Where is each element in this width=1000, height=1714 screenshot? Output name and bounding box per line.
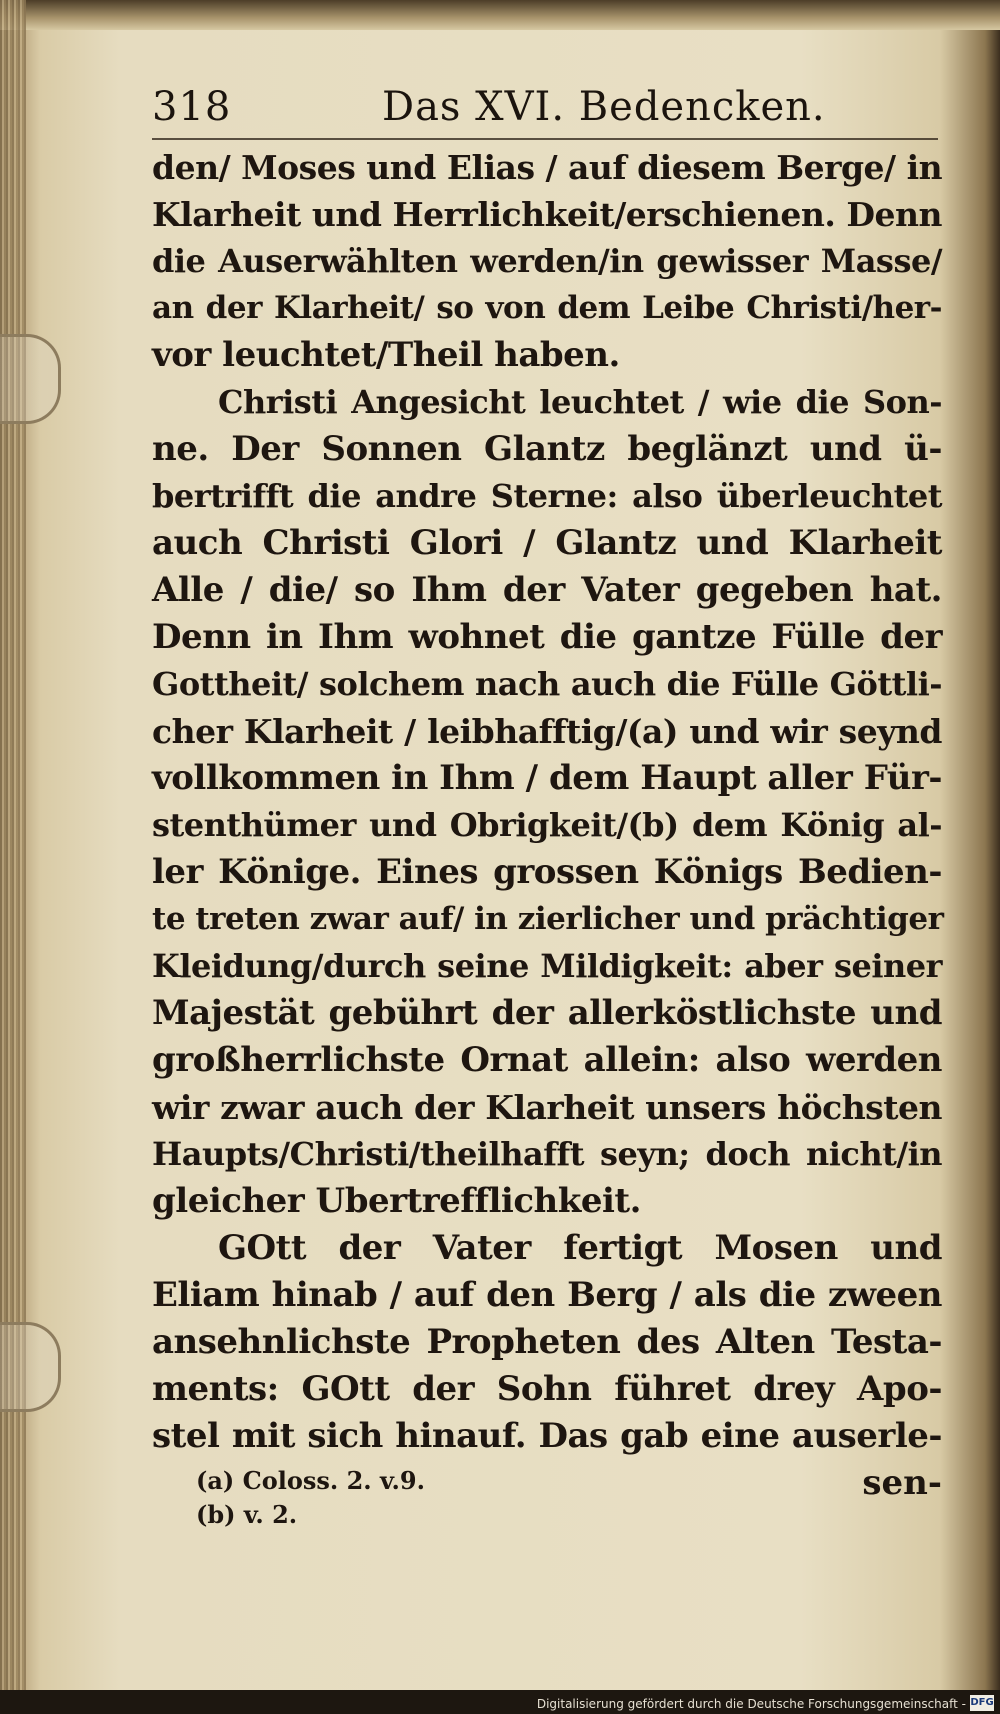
text-line: Majestät gebührt der allerköstlichste und (152, 993, 942, 1033)
text-line: Kleidung/durch seine Mildigkeit: aber seiner (152, 947, 942, 985)
digitization-credit: Digitalisierung gefördert durch die Deutsche Forschungsgemeinschaft - (536, 1697, 966, 1711)
text-line: ments: GOtt der Sohn führet drey Apo- (152, 1369, 942, 1409)
text-line: Haupts/Christi/theilhafft seyn; doch nicht/in (152, 1135, 942, 1173)
text-line: den/ Moses und Elias / auf diesem Berge/ in (152, 148, 943, 187)
body-text (152, 144, 942, 1507)
book-page-edges (0, 0, 26, 1690)
text-line: Eliam hinab / auf den Berg / als die zween (152, 1275, 942, 1315)
footnote: (b) v. 2. (196, 1500, 298, 1529)
header-rule (152, 138, 938, 140)
text-line: Klarheit und Herrlichkeit/erschienen. Denn (152, 195, 942, 234)
dfg-logo: DFG (970, 1695, 994, 1711)
text-line: cher Klarheit / leibhafftig/(a) und wir seynd (152, 712, 942, 751)
text-line: GOtt der Vater fertigt Mosen und (218, 1228, 942, 1268)
text-line: ler Könige. Eines grossen Königs Bedien- (152, 852, 942, 892)
text-line: die Auserwählten werden/in gewisser Masse/ (152, 242, 942, 280)
book-clasp-upper (0, 334, 61, 424)
text-line: Alle / die/ so Ihm der Vater gegeben hat. (152, 570, 942, 610)
footnote: (a) Coloss. 2. v.9. (196, 1466, 425, 1495)
text-line: gleicher Ubertrefflichkeit. (152, 1181, 641, 1221)
catchword: sen- (862, 1463, 942, 1503)
text-line: großherrlichste Ornat allein: also werden (152, 1040, 942, 1080)
text-line: vor leuchtet/Theil haben. (152, 335, 620, 375)
text-line: bertrifft die andre Sterne: also überleuchtet (152, 477, 942, 515)
book-clasp-lower (0, 1322, 61, 1412)
text-line: stel mit sich hinauf. Das gab eine auserle- (152, 1416, 942, 1456)
text-line: Christi Angesicht leuchtet / wie die Son- (218, 383, 942, 421)
text-line: an der Klarheit/ so von dem Leibe Christi/her- (152, 290, 942, 326)
book-top-edge (0, 0, 1000, 30)
running-head: Das XVI. Bedencken. (382, 84, 826, 130)
text-line: auch Christi Glori / Glantz und Klarheit (152, 523, 942, 563)
text-line: vollkommen in Ihm / dem Haupt aller Für- (152, 758, 942, 798)
text-line: ansehnlichste Propheten des Alten Testa- (152, 1322, 942, 1362)
page-number: 318 (152, 84, 232, 130)
text-line: Denn in Ihm wohnet die gantze Fülle der (152, 617, 942, 657)
footnotes (196, 1464, 696, 1532)
text-line: stenthümer und Obrigkeit/(b) dem König al- (152, 806, 942, 844)
text-line: ne. Der Sonnen Glantz beglänzt und ü- (152, 429, 942, 469)
text-line: te treten zwar auf/ in zierlicher und prächtiger (152, 901, 944, 937)
text-line: wir zwar auch der Klarheit unsers höchsten (152, 1088, 942, 1127)
page-header (152, 84, 940, 144)
text-line: Gottheit/ solchem nach auch die Fülle Göttli- (152, 665, 942, 703)
